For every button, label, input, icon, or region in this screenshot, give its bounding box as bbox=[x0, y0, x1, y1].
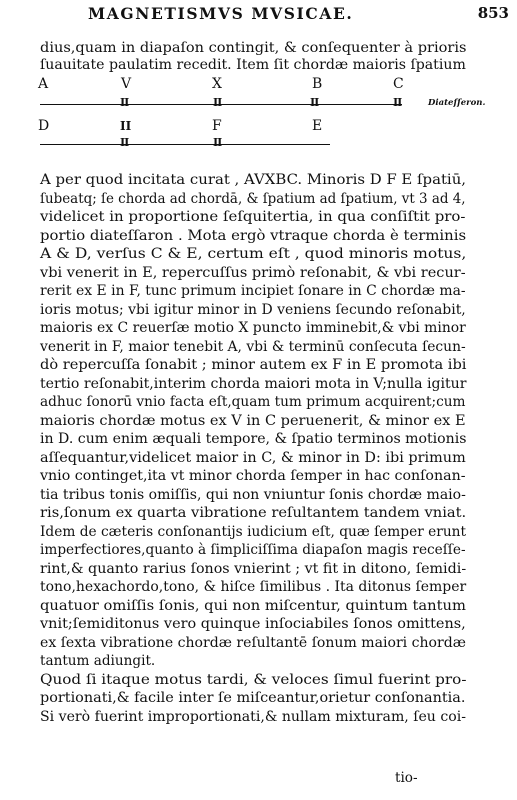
running-title: MAGNETISMVS MVSICAE. bbox=[88, 4, 354, 23]
point-label-f: F bbox=[212, 118, 222, 134]
division-mark: II bbox=[120, 96, 129, 109]
division-mark: II bbox=[213, 96, 222, 109]
catchword: tio- bbox=[395, 770, 418, 786]
division-mark: II bbox=[310, 96, 319, 109]
text-line: portio diateſſaron . Mota ergò vtraque chorda è terminis bbox=[40, 227, 467, 244]
text-line: rint,& quanto rarius ſonos vnierint ; vt fit in ditono, ſemidi- bbox=[40, 560, 467, 577]
text-line: Idem de cæteris conſonantijs iudicium eſt, quæ ſemper erunt bbox=[40, 523, 467, 540]
point-label-d: D bbox=[38, 118, 50, 134]
division-mark: II bbox=[393, 96, 402, 109]
text-line: maioris ex C reuerſæ motio X puncto imminebit,& vbi minor bbox=[40, 320, 466, 336]
text-line: A per quod incitata curat , AVXBC. Minoris D F E ſpatiū, bbox=[40, 172, 467, 188]
text-line: tia tribus tonis omiſſis, qui non vniuntur ſonis chordæ maio- bbox=[40, 486, 466, 503]
text-line: Quod ſi itaque motus tardi, & veloces ſimul fuerint pro- bbox=[40, 671, 467, 688]
division-mark: II bbox=[213, 136, 222, 149]
minor-string-line bbox=[40, 144, 330, 145]
text-line: ioris motus; vbi igitur minor in D veniens ſecundo reſonabit, bbox=[40, 301, 466, 318]
text-line: ſuauitate paulatim recedit. Item ſit chordæ maioris ſpatium bbox=[40, 57, 466, 73]
running-header bbox=[40, 4, 509, 26]
text-line: vbi venerit in E, repercuſſus primò reſonabit, & vbi recur- bbox=[40, 264, 466, 281]
text-line: ex ſexta vibratione chordæ reſultantē ſonum maiori chordæ bbox=[40, 634, 466, 651]
text-line: imperfectiores,quanto à ſimpliciſſima diapaſon magis receſſe- bbox=[40, 542, 466, 558]
text-line: tertio reſonabit,interim chorda maiori mota in V;nulla igitur bbox=[40, 375, 467, 392]
text-line: vnio continget,ita vt minor chorda ſemper in hac conſonan- bbox=[40, 468, 466, 484]
page-number: 853 bbox=[477, 4, 509, 22]
division-mark: II bbox=[120, 136, 129, 149]
text-line: venerit in F, maior tenebit A, vbi & terminū conſecuta ſecun- bbox=[40, 338, 466, 355]
text-line: portionati,& facile inter ſe miſceantur,orietur conſonantia. bbox=[40, 690, 466, 706]
text-line: videlicet in proportione ſeſquitertia, in qua conſiſtit pro- bbox=[40, 209, 466, 225]
text-line: in D. cum enim æquali tempore, & ſpatio terminos motionis bbox=[40, 431, 467, 447]
text-line: rerit ex E in F, tunc primum incipiet ſonare in C chordæ ma- bbox=[40, 283, 466, 299]
text-line: dius,quam in diapaſon contingit, & conſequenter à prioris bbox=[40, 40, 467, 56]
text-line: aſſequantur,videlicet maior in C, & minor in D: ibi primum bbox=[40, 449, 466, 466]
text-line: ris,ſonum ex quarta vibratione reſultantem tandem vniat. bbox=[40, 505, 467, 521]
side-label: Diateſſeron. bbox=[428, 98, 486, 108]
text-line: vnit;ſemiditonus vero quinque inſociabiles ſonos omittens, bbox=[40, 616, 466, 632]
point-label-b: B bbox=[312, 76, 323, 92]
point-label-x: X bbox=[212, 76, 222, 92]
text-line: adhuc ſonorū vnio facta eſt,quam tum primum acquirent;cum bbox=[40, 394, 466, 410]
text-line: Si verò fuerint improportionati,& nullam mixturam, ſeu coi- bbox=[40, 708, 467, 725]
text-line: maioris chordæ motus ex V in C peruenerit, & minor ex E bbox=[40, 412, 466, 429]
point-mark-ii: II bbox=[120, 119, 132, 133]
text-line: dò repercuſſa ſonabit ; minor autem ex F in E promota ibi bbox=[40, 357, 467, 373]
text-line: tantum adiungit. bbox=[40, 653, 156, 669]
text-line: A & D, verſus C & E, certum eſt , quod minoris motus, bbox=[40, 246, 467, 262]
point-label-v: V bbox=[121, 76, 132, 92]
text-line: tono,hexachordo,tono, & hiſce ſimilibus . Ita ditonus ſemper bbox=[40, 579, 467, 595]
point-label-c: C bbox=[393, 76, 404, 92]
text-line: ſubeatq; ſe chorda ad chordā, & ſpatium ad ſpatium, vt 3 ad 4, bbox=[40, 190, 466, 207]
point-label-e: E bbox=[312, 118, 323, 134]
string-diagram bbox=[0, 76, 517, 150]
point-label-a: A bbox=[38, 76, 49, 92]
text-line: quatuor omiſſis ſonis, qui non miſcentur, quintum tantum bbox=[40, 597, 466, 614]
